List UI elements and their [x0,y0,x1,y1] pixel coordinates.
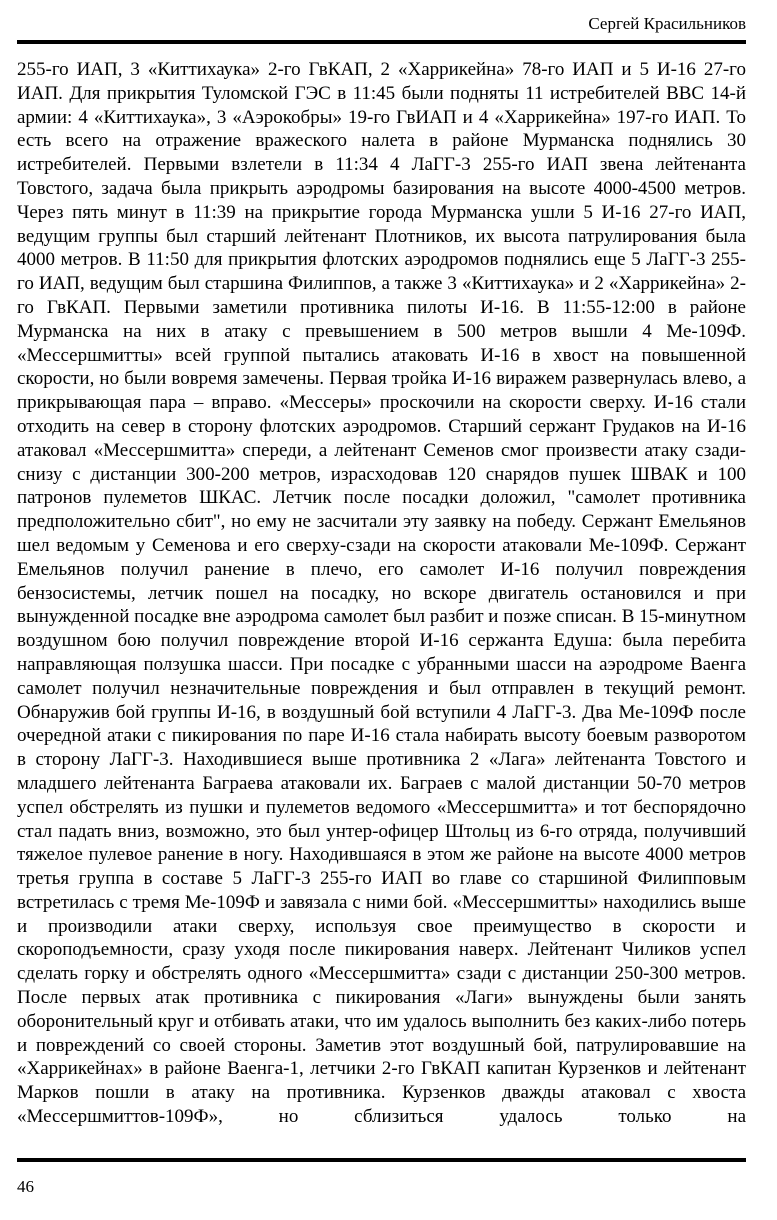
page-footer [17,1176,34,1198]
page-body [17,58,746,1129]
body-paragraph: 255-го ИАП, 3 «Киттихаука» 2-го ГвКАП, 2 «Харрикейна» 78-го ИАП и 5 И-16 27-го ИАП. Для прикрытия Туломской ГЭС в 11:45 были подняты 11 истребителей ВВС 14-й армии: 4 «Киттихаука», 3 «Аэрокобры» 19-го ГвИАП и 4 «Харрикейна» 197-го ИАП. То есть всего на отражение вражеского налета в районе Мурманска поднялись 30 истребителей. Первыми взлетели в 11:34 4 ЛаГГ-3 255-го ИАП звена лейтенанта Товстого, задача была прикрыть аэродромы базирования на высоте 4000-4500 метров. Через пять минут в 11:39 на прикрытие города Мурманска ушли 5 И-16 27-го ИАП, ведущим группы был старший лейтенант Плотников, их высота патрулирования была 4000 метров. В 11:50 для прикрытия флотских аэродромов поднялись еще 5 ЛаГГ-3 255-го ИАП, ведущим был старшина Филиппов, а также 3 «Киттихаука» и 2 «Харрикейна» 2-го ГвКАП. Первыми заметили противника пилоты И-16. В 11:55-12:00 в районе Мурманска на них в атаку с превышением в 500 метров вышли 4 Ме-109Ф. «Мессершмитты» всей группой пытались атаковать И-16 в хвост на повышенной скорости, но были вовремя замечены. Первая тройка И-16 виражем развернулась влево, а прикрывающая пара – вправо. «Мессеры» проскочили на скорости сверху. И-16 стали отходить на север в сторону флотских аэродромов. Старший сержант Грудаков на И-16 атаковал «Мессершмитта» спереди, а лейтенант Семенов смог произвести атаку сзади-снизу с дистанции 300-200 метров, израсходовав 120 снарядов пушек ШВАК и 100 патронов пулеметов ШКАС. Летчик после посадки доложил, "самолет противника предположительно сбит", но ему не засчитали эту заявку на победу. Сержант Емельянов шел ведомым у Семенова и его сверху-сзади на скорости атаковали Ме-109Ф. Сержант Емельянов получил ранение в плечо, его самолет И-16 получил повреждения бензосистемы, летчик пошел на посадку, но вскоре двигатель остановился и при вынужденной посадке вне аэродрома самолет был разбит и позже списан. В 15-минутном воздушном бою получил повреждение второй И-16 сержанта Едуша: была перебита направляющая ползушка шасси. При посадке с убранными шасси на аэродроме Ваенга самолет получил незначительные повреждения и был отправлен в текущий ремонт. Обнаружив бой группы И-16, в воздушный бой вступили 4 ЛаГГ-3. Два Ме-109Ф после очередной атаки с пикирования по паре И-16 стала набирать высоту боевым разворотом в сторону ЛаГГ-3. Находившиеся выше противника 2 «Лага» лейтенанта Товстого и младшего лейтенанта Баграева атаковали их. Баграев с малой дистанции 50-70 метров успел обстрелять из пушки и пулеметов ведомого «Мессершмитта» и тот беспорядочно стал падать вниз, возможно, это был унтер-офицер Штольц из 6-го отряда, получивший тяжелое пулевое ранение в ногу. Находившаяся в этом же районе на высоте 4000 метров третья группа в составе 5 ЛаГГ-3 255-го ИАП во главе со старшиной Филипповым встретилась с тремя Ме-109Ф и завязала с ними бой. «Мессершмитты» находились выше и производили атаки сверху, используя свое преимущество в скорости и скороподъемности, сразу уходя после пикирования наверх. Лейтенант Чиликов успел сделать горку и обстрелять одного «Мессершмитта» сзади с дистанции 250-300 метров. После первых атак противника с пикирования «Лаги» вынуждены были занять оборонительный круг и отбивать атаки, что им удалось выполнить без каких-либо потерь и повреждений со своей стороны. Заметив этот воздушный бой, патрулировавшие на «Харрикейнах» в районе Ваенга-1, летчики 2-го ГвКАП капитан Курзенков и лейтенант Марков пошли в атаку на противника. Курзенков дважды атаковал с хвоста «Мессершмиттов-109Ф», но сблизиться удалось только на [17,59,746,1128]
page-number: 46 [17,1177,34,1196]
running-header-author: Сергей Красильников [588,14,746,33]
footer-rule [17,1158,746,1162]
page-header [17,13,746,35]
header-rule [17,40,746,44]
